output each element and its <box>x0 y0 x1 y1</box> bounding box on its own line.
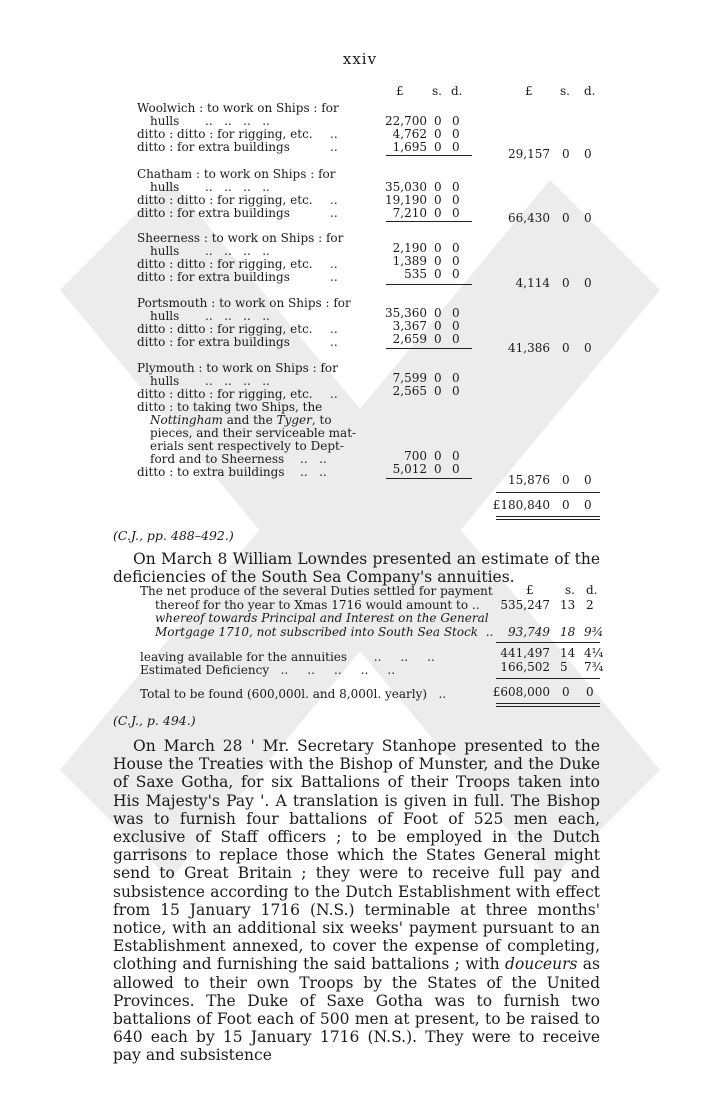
value-pence: 0 <box>452 180 460 194</box>
paragraph-text: On March 28 ' Mr. Secretary Stanhope presented to the House the Treaties with the Bishop of Munster, and the Duke of Saxe Gotha, for six Battalions of their Troops taken into His Majesty's Pay '. A translation is given in full. The Bishop was to furnish four battalions of Foot of 525 men each, exclusive of Staff officers ; to be employed in the Dutch garrisons to replace those which the States General might send to Great Britain ; they were to receive full pay and subsistence according to the Dutch Establishment with effect from 15 January 1716 (N.S.) terminable at three months' notice, with an additional six weeks' payment pursuant to an Establishment annexed, to cover the expense of completing, clothing and furnishing the said battalions ; with <box>113 737 600 974</box>
yard-label-line: erials sent respectively to Dept- <box>150 439 344 453</box>
annuity-value-shillings: 5 <box>560 660 568 674</box>
value-shillings: 0 <box>434 332 442 346</box>
value-pounds: 7,599 <box>392 371 427 385</box>
grand-total-double-rule <box>496 516 600 517</box>
annuity-line-text: thereof for tho year to Xmas 1716 would amount to <box>155 598 469 612</box>
yard-label-line: ditto : ditto : for rigging, etc. <box>137 257 313 271</box>
header-pence-left: d. <box>451 84 463 98</box>
value-shillings: 0 <box>434 114 442 128</box>
subtotal-rule <box>386 221 472 222</box>
yard-total-shillings: 0 <box>562 341 570 355</box>
yard-chatham-labels <box>137 168 347 220</box>
yard-label-fragment: , to <box>311 413 332 427</box>
annuity-value-shillings: 14 <box>560 646 576 660</box>
annuity-rule <box>496 642 600 643</box>
annuity-line: The net produce of the several Duties settled for payment <box>140 584 493 598</box>
annuity-double-rule <box>496 706 600 707</box>
yard-label-line: ditto : to taking two Ships, the <box>137 400 323 414</box>
annuity-header-pounds: £ <box>526 583 534 597</box>
value-pounds: 1,389 <box>392 254 427 268</box>
leader-dots: .. .. .. .. <box>205 180 270 194</box>
value-pence: 0 <box>452 306 460 320</box>
value-pounds: 535 <box>404 267 427 281</box>
yard-total-pounds: 15,876 <box>508 473 550 487</box>
yard-label-line: ditto : ditto : for rigging, etc. <box>137 387 313 401</box>
value-pence: 0 <box>452 332 460 346</box>
yard-total-pence: 0 <box>584 473 592 487</box>
value-shillings: 0 <box>434 319 442 333</box>
value-pounds: 35,030 <box>385 180 427 194</box>
yard-total-pounds: 4,114 <box>515 276 550 290</box>
yard-label-fragment: and the <box>222 413 277 427</box>
value-pounds: 700 <box>404 449 427 463</box>
value-shillings: 0 <box>434 384 442 398</box>
leader-dots: .. .. <box>300 465 327 479</box>
source-reference: (C.J., p. 494.) <box>113 713 196 728</box>
value-shillings: 0 <box>434 140 442 154</box>
annuity-line: Total to be found (600,000l. and 8,000l. yearly) .. <box>140 687 447 701</box>
annuity-value-pence: 9¾ <box>584 625 604 639</box>
yard-total-shillings: 0 <box>562 147 570 161</box>
value-pounds: 3,367 <box>392 319 427 333</box>
value-shillings: 0 <box>434 306 442 320</box>
header-pounds-right: £ <box>525 84 533 98</box>
ship-name-nottingham: Nottingham <box>150 413 223 427</box>
yard-total-pounds: 66,430 <box>508 211 550 225</box>
leader-dots: .. .. .. .. <box>205 114 270 128</box>
value-pence: 0 <box>452 114 460 128</box>
annuity-value-pence: 4¼ <box>584 646 604 660</box>
leader-dots: .. <box>330 140 338 154</box>
header-pounds-left: £ <box>396 84 404 98</box>
annuity-value-pounds: 166,502 <box>500 660 550 674</box>
annuity-line: leaving available for the annuities .. .. .. <box>140 650 435 664</box>
yard-total-shillings: 0 <box>562 211 570 225</box>
leader-dots: .. <box>330 257 338 271</box>
value-shillings: 0 <box>434 193 442 207</box>
value-pence: 0 <box>452 241 460 255</box>
value-pence: 0 <box>452 371 460 385</box>
yard-label-line: ditto : to extra buildings <box>137 465 285 479</box>
subtotal-rule <box>386 155 472 156</box>
leader-dots: .. .. .. .. <box>205 244 270 258</box>
yard-label-line: ditto : for extra buildings <box>137 270 290 284</box>
value-pounds: 22,700 <box>385 114 427 128</box>
annuity-line-text: Mortgage 1710, not subscribed into South Sea Stock <box>155 625 479 639</box>
yard-total-pence: 0 <box>584 276 592 290</box>
yard-label-line: hulls <box>150 374 180 388</box>
leader-dots: .. <box>330 322 338 336</box>
yard-label-line: ditto : for extra buildings <box>137 206 290 220</box>
value-pounds: 7,210 <box>392 206 427 220</box>
yard-label-line: pieces, and their serviceable mat- <box>150 426 357 440</box>
yard-label-line: ditto : for extra buildings <box>137 335 290 349</box>
yard-total-shillings: 0 <box>562 473 570 487</box>
annuity-line: Mortgage 1710, not subscribed into South Sea Stock .. <box>155 625 494 639</box>
paragraph-lowndes: On March 8 William Lowndes presented an estimate of the deficiencies of the South Sea Company's annuities. <box>113 550 600 587</box>
yard-label-line: ford and to Sheerness <box>150 452 285 466</box>
header-shillings-right: s. <box>560 84 570 98</box>
leader-dots: .. .. .. .. <box>205 374 270 388</box>
annuity-value-shillings: 0 <box>562 685 570 699</box>
yard-label-line: ditto : ditto : for rigging, etc. <box>137 127 313 141</box>
source-reference: (C.J., pp. 488–492.) <box>113 528 234 543</box>
annuity-value-shillings: 13 <box>560 598 576 612</box>
value-pounds: 4,762 <box>392 127 427 141</box>
value-pence: 0 <box>452 193 460 207</box>
annuity-line: whereof towards Principal and Interest on the General <box>155 611 489 625</box>
subtotal-rule <box>386 348 472 349</box>
leader-dots: .. .. <box>300 452 327 466</box>
value-pence: 0 <box>452 254 460 268</box>
subtotal-rule <box>386 478 472 479</box>
yard-portsmouth-labels <box>137 296 351 349</box>
value-pence: 0 <box>452 127 460 141</box>
value-pence: 0 <box>452 206 460 220</box>
yard-total-pounds: 41,386 <box>508 341 550 355</box>
yard-label-line: hulls <box>150 244 180 258</box>
header-pence-right: d. <box>584 84 596 98</box>
subtotal-rule <box>386 284 472 285</box>
annuity-header-shillings: s. <box>565 583 575 597</box>
leader-dots: .. <box>330 206 338 220</box>
value-shillings: 0 <box>434 267 442 281</box>
annuity-header-pence: d. <box>586 583 598 597</box>
page-number: xxiv <box>342 50 378 68</box>
yard-total-pence: 0 <box>584 341 592 355</box>
yard-label-line: Woolwich : to work on Ships : for <box>137 101 339 115</box>
leader-dots: .. .. .. .. <box>205 309 270 323</box>
annuity-line-text: Total to be found (600,000l. and 8,000l. yearly) <box>140 687 428 701</box>
annuity-value-shillings: 18 <box>560 625 576 639</box>
leader-dots: .. <box>330 335 338 349</box>
value-pounds: 1,695 <box>392 140 427 154</box>
yard-label-line: hulls <box>150 309 180 323</box>
annuity-value-pounds: 441,497 <box>500 646 550 660</box>
annuity-value-pounds: 93,749 <box>508 625 550 639</box>
annuity-value-pounds: £608,000 <box>492 685 550 699</box>
yard-label-line: ditto : ditto : for rigging, etc. <box>137 193 313 207</box>
paragraph-stanhope <box>113 737 600 1065</box>
leader-dots: .. <box>330 127 338 141</box>
header-shillings-left: s. <box>432 84 442 98</box>
value-pounds: 19,190 <box>385 193 427 207</box>
value-shillings: 0 <box>434 206 442 220</box>
yard-total-pence: 0 <box>584 211 592 225</box>
ship-name-tyger: Tyger <box>276 413 312 427</box>
grand-total-double-rule <box>496 519 600 520</box>
annuity-value-pence: 2 <box>586 598 594 612</box>
yard-label-line: Plymouth : to work on Ships : for <box>137 361 338 375</box>
annuity-value-pence: 7¾ <box>584 660 604 674</box>
yard-woolwich-labels <box>137 102 347 154</box>
value-pounds: 5,012 <box>392 462 427 476</box>
value-shillings: 0 <box>434 449 442 463</box>
value-shillings: 0 <box>434 371 442 385</box>
value-pence: 0 <box>452 449 460 463</box>
value-pence: 0 <box>452 462 460 476</box>
yard-label-line: Portsmouth : to work on Ships : for <box>137 296 351 310</box>
yard-label-line: ditto : ditto : for rigging, etc. <box>137 322 313 336</box>
value-shillings: 0 <box>434 180 442 194</box>
value-pence: 0 <box>452 140 460 154</box>
annuity-rule <box>496 678 600 679</box>
annuity-line-text: Estimated Deficiency <box>140 663 270 677</box>
value-shillings: 0 <box>434 127 442 141</box>
yard-total-shillings: 0 <box>562 276 570 290</box>
yard-label-line: Chatham : to work on Ships : for <box>137 167 336 181</box>
yard-label-line: ditto : for extra buildings <box>137 140 290 154</box>
yard-label-line: Sheerness : to work on Ships : for <box>137 231 344 245</box>
value-pence: 0 <box>452 267 460 281</box>
annuity-value-pence: 0 <box>586 685 594 699</box>
annuity-line: thereof for tho year to Xmas 1716 would amount to .. <box>155 598 480 612</box>
value-shillings: 0 <box>434 241 442 255</box>
yard-label-line: hulls <box>150 114 180 128</box>
leader-dots: .. <box>330 387 338 401</box>
grand-total-shillings: 0 <box>562 498 570 512</box>
value-pence: 0 <box>452 384 460 398</box>
grand-total-rule <box>496 492 600 493</box>
annuity-value-pounds: 535,247 <box>500 598 550 612</box>
value-shillings: 0 <box>434 462 442 476</box>
yard-total-pence: 0 <box>584 147 592 161</box>
value-pounds: 2,659 <box>392 332 427 346</box>
value-pence: 0 <box>452 319 460 333</box>
value-pounds: 2,190 <box>392 241 427 255</box>
leader-dots: .. <box>330 193 338 207</box>
value-pounds: 2,565 <box>392 384 427 398</box>
grand-total-pence: 0 <box>584 498 592 512</box>
annuity-line: Estimated Deficiency .. .. .. .. .. <box>140 663 396 677</box>
value-pounds: 35,360 <box>385 306 427 320</box>
yard-label-line: hulls <box>150 180 180 194</box>
leader-dots: .. <box>330 270 338 284</box>
paragraph-italic-term: douceurs <box>505 955 578 974</box>
paragraph-text: as allowed to their own Troops by the States of the United Provinces. The Duke of Saxe Gotha was to furnish two battalions of Foot each of 500 men at present, to be raised to 640 each by 15 January 1716 (N.S.). They were to receive pay and subsistence <box>113 955 600 1065</box>
grand-total-pounds: £180,840 <box>492 498 550 512</box>
yard-total-pounds: 29,157 <box>508 147 550 161</box>
annuity-double-rule <box>496 703 600 704</box>
value-shillings: 0 <box>434 254 442 268</box>
annuity-line-text: leaving available for the annuities <box>140 650 348 664</box>
yard-sheerness-labels <box>137 232 347 284</box>
